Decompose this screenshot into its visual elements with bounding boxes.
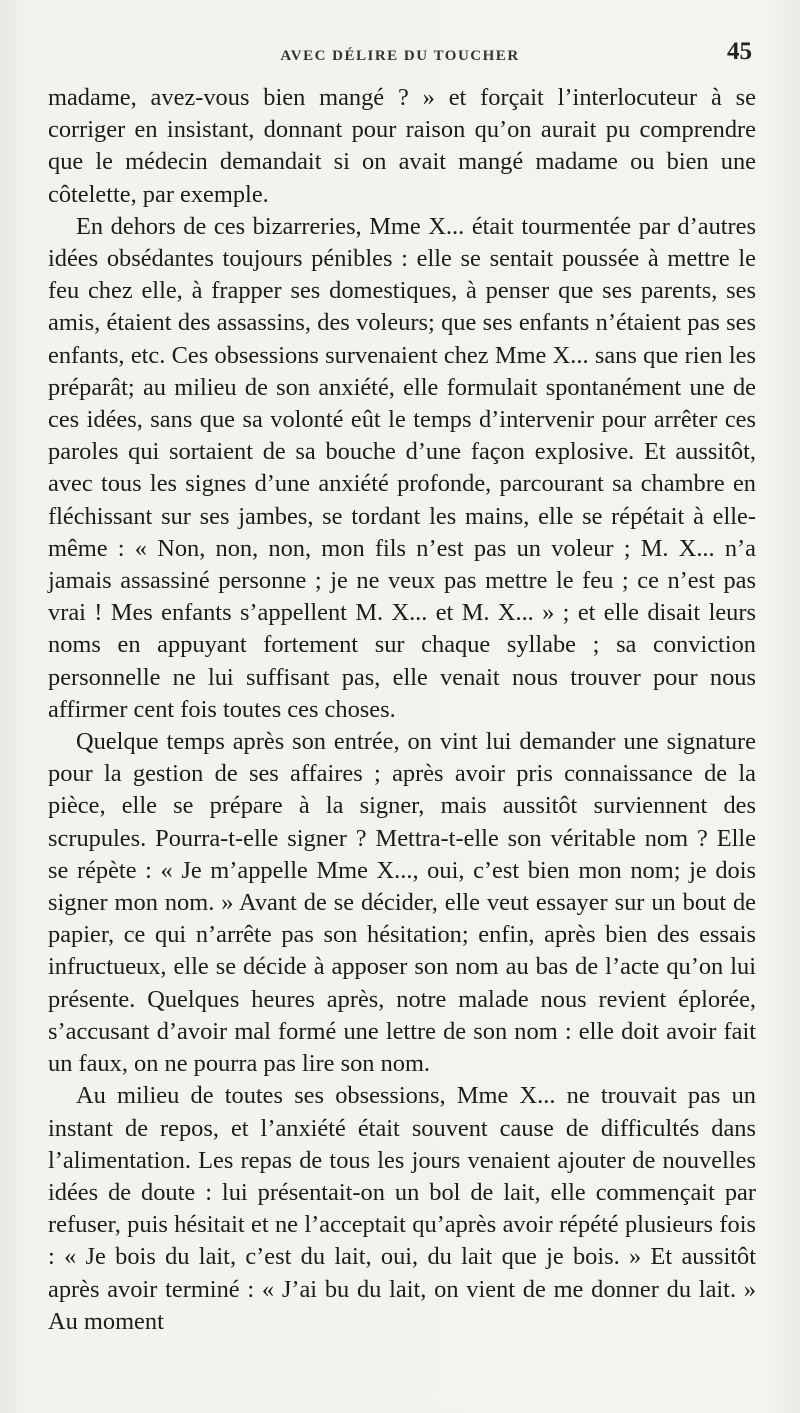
paragraph: madame, avez-vous bien mangé ? » et forçait l’interlocuteur à se corriger en insistant, donnant pour raison qu’on aurait pu comprendre que le médecin demandait si on avait mangé madame ou bien une côtelette, par exemple.: [48, 84, 756, 208]
page-number: 45: [727, 38, 752, 65]
paragraph: En dehors de ces bizarreries, Mme X... était tourmentée par d’autres idées obsédantes toujours pénibles : elle se sentait poussée à mettre le feu chez elle, à frapper ses domestiques, à penser que ses parents, ses amis, étaient des assassins, des voleurs; que ses enfants n’étaient pas ses enfants, etc. Ces obsessions survenaient chez Mme X... sans que rien les préparât; au milieu de son anxiété, elle formulait spontanément une de ces idées, sans que sa volonté eût le temps d’intervenir pour arrêter ces paroles qui sortaient de sa bouche d’une façon explosive. Et aussitôt, avec tous les signes d’une anxiété profonde, parcourant sa chambre en fléchissant sur ses jambes, se tordant les mains, elle se répétait à elle-même : « Non, non, non, mon fils n’est pas un voleur ; M. X... n’a jamais assassiné personne ; je ne veux pas mettre le feu ; ce n’est pas vrai ! Mes enfants s’appellent M. X... et M. X... » ; et elle disait leurs noms en appuyant fortement sur chaque syllabe ; sa conviction personnelle ne lui suffisant pas, elle venait nous trouver pour nous affirmer cent fois toutes ces choses.: [48, 212, 756, 723]
paragraph: Quelque temps après son entrée, on vint lui demander une signature pour la gestion de ses affaires ; après avoir pris connaissance de la pièce, elle se prépare à la signer, mais aussitôt surviennent des scrupules. Pourra-t-elle signer ? Mettra-t-elle son véritable nom ? Elle se répète : « Je m’appelle Mme X..., oui, c’est bien mon nom; je dois signer mon nom. » Avant de se décider, elle veut essayer sur un bout de papier, ce qui n’arrête pas son hésitation; enfin, après bien des essais infructueux, elle se décide à apposer son nom au bas de l’acte qu’on lui présente. Quelques heures après, notre malade nous revient éplorée, s’accusant d’avoir mal formé une lettre de son nom : elle doit avoir fait un faux, on ne pourra pas lire son nom.: [48, 728, 756, 1078]
paragraph: Au milieu de toutes ses obsessions, Mme X... ne trouvait pas un instant de repos, et l’anxiété était souvent cause de difficultés dans l’alimentation. Les repas de tous les jours venaient ajouter de nouvelles idées de doute : lui présentait-on un bol de lait, elle commençait par refuser, puis hésitait et ne l’acceptait qu’après avoir répété plusieurs fois : « Je bois du lait, c’est du lait, oui, du lait que je bois. » Et aussitôt après avoir terminé : « J’ai bu du lait, on vient de me donner du lait. » Au moment: [48, 1082, 756, 1335]
body-text: [48, 82, 756, 1338]
running-header: [48, 38, 752, 74]
running-title: AVEC DÉLIRE DU TOUCHER: [280, 48, 520, 64]
